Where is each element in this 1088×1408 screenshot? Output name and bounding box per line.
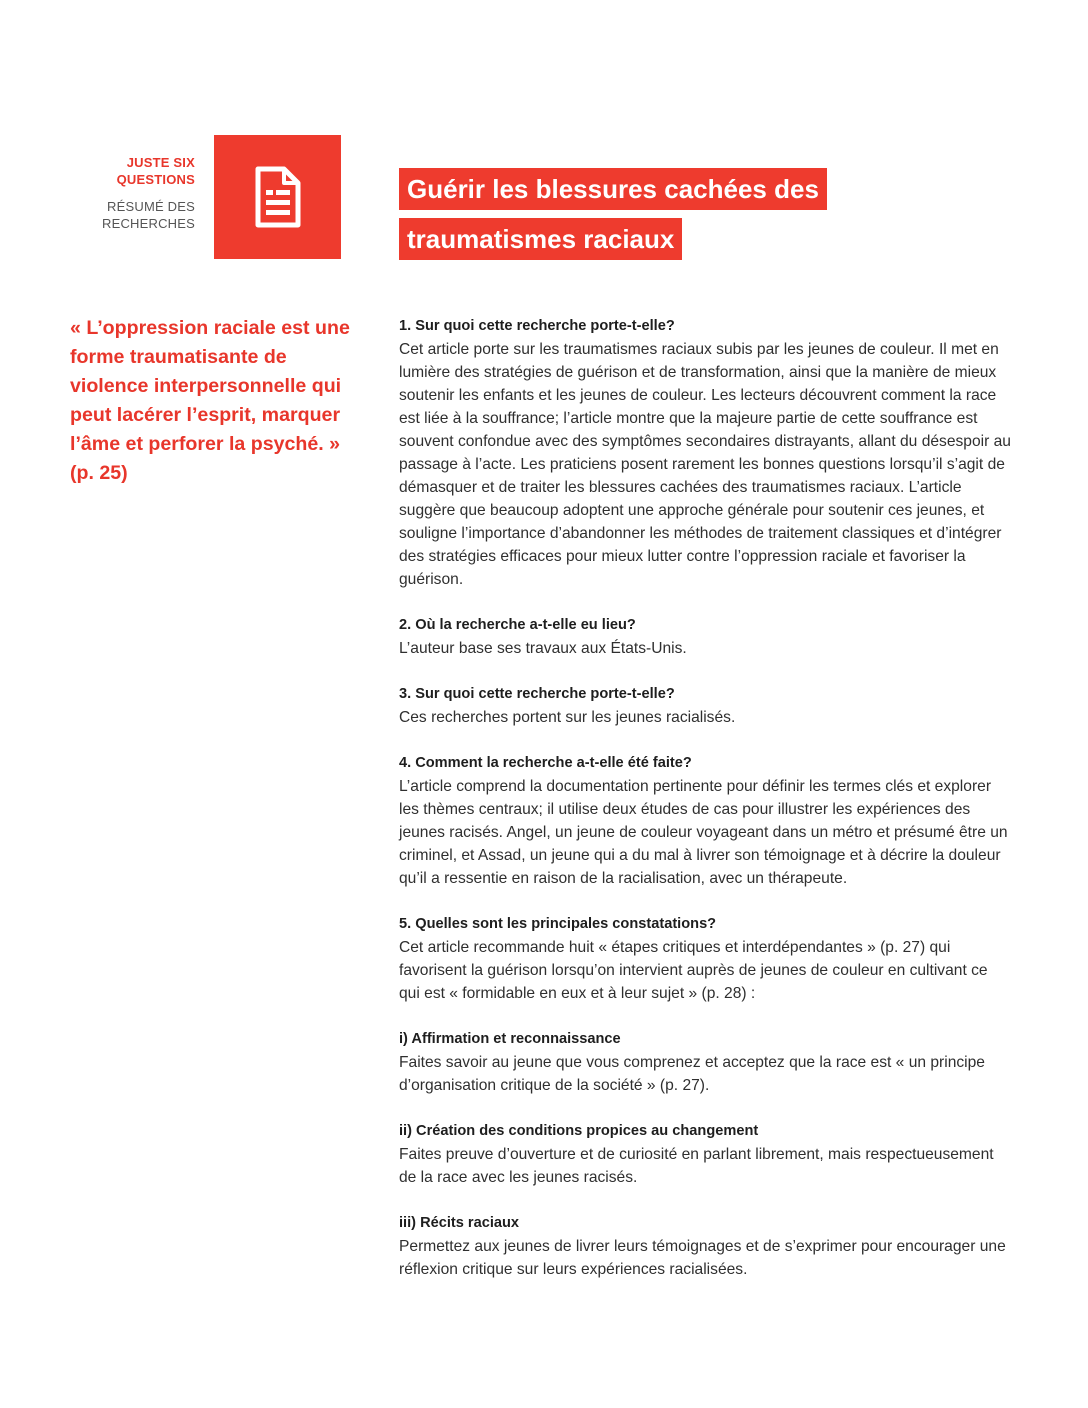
- document-icon: [254, 165, 302, 229]
- step-text: Faites preuve d’ouverture et de curiosité en parlant librement, mais respectueusement de la race avec les jeunes racisés.: [399, 1146, 994, 1186]
- step-heading: i) Affirmation et reconnaissance: [399, 1031, 621, 1047]
- section-text: Cet article porte sur les traumatismes raciaux subis par les jeunes de couleur. Il met en lumière des stratégies de guérison et de transformation, ainsi que la manière de mieux soutenir les enfants et les jeunes de couleur. Les lecteurs découvrent comment la race est liée à la souffrance; l’article montre que la majeure partie de cette souffrance est souvent confondue avec des symptômes secondaires distrayants, allant du désespoir au passage à l’acte. Les praticiens posent rarement les bonnes questions lorsqu’il s’agit de démasquer et de traiter les blessures cachées des traumatismes raciaux. L’article suggère que beaucoup adoptent une approche générale pour soutenir ces jeunes, et souligne l’importance d’abandonner les méthodes de traitement classiques et d’intégrer des stratégies efficaces pour mieux lutter contre l’oppression raciale et favoriser la guérison.: [399, 341, 1011, 588]
- title-line-1: Guérir les blessures cachées des: [399, 168, 827, 210]
- section-heading: 4. Comment la recherche a-t-elle été faite?: [399, 755, 692, 771]
- step-conditions: [399, 1120, 1011, 1189]
- section-heading: 2. Où la recherche a-t-elle eu lieu?: [399, 617, 636, 633]
- section-text: Ces recherches portent sur les jeunes racialisés.: [399, 709, 736, 726]
- step-heading: iii) Récits raciaux: [399, 1215, 520, 1231]
- step-affirmation: [399, 1028, 1011, 1097]
- section-heading: 3. Sur quoi cette recherche porte-t-elle?: [399, 686, 675, 702]
- step-text: Permettez aux jeunes de livrer leurs témoignages et de s’exprimer pour encourager une réflexion critique sur leurs expériences racialisées.: [399, 1238, 1006, 1278]
- section-how: [399, 752, 1011, 890]
- page-title: [399, 168, 1039, 268]
- title-line-2: traumatismes raciaux: [399, 218, 682, 260]
- series-name-line-2: QUESTIONS: [116, 172, 195, 187]
- series-name-line-1: JUSTE SIX: [126, 155, 195, 170]
- step-text: Faites savoir au jeune que vous comprenez et acceptez que la race est « un principe d’organisation critique de la société » (p. 27).: [399, 1054, 985, 1094]
- document-type-line-2: RECHERCHES: [101, 216, 195, 231]
- section-findings: [399, 913, 1011, 1005]
- section-what: [399, 315, 1011, 591]
- step-heading: ii) Création des conditions propices au changement: [399, 1123, 759, 1139]
- section-heading: 5. Quelles sont les principales constatations?: [399, 916, 717, 932]
- pull-quote: « L’oppression raciale est une forme traumatisante de violence interpersonnelle qui peut lacérer l’esprit, marquer l’âme et perforer la psyché. » (p. 25): [70, 317, 350, 484]
- section-text: Cet article recommande huit « étapes critiques et interdépendantes » (p. 27) qui favorisent la guérison lorsqu’on intervient auprès de jeunes de couleur en cultivant ce qui est « formidable en eux et à leur sujet » (p. 28) :: [399, 939, 988, 1002]
- document-type-line-1: RÉSUMÉ DES: [107, 199, 195, 214]
- section-text: L’auteur base ses travaux aux États-Unis.: [399, 640, 687, 657]
- series-brand: [102, 154, 195, 232]
- section-heading: 1. Sur quoi cette recherche porte-t-elle?: [399, 318, 675, 334]
- document-icon-tile: [214, 135, 341, 259]
- step-narratives: [399, 1212, 1011, 1281]
- article-body: [399, 315, 1011, 1304]
- section-who: [399, 683, 1011, 729]
- section-text: L’article comprend la documentation pertinente pour définir les termes clés et explorer les thèmes centraux; il utilise deux études de cas pour illustrer les expériences des jeunes racisés. Angel, un jeune de couleur voyageant dans un métro et présumé être un criminel, et Assad, un jeune qui a du mal à livrer son témoignage et à décrire la douleur qu’il a ressentie en raison de la racialisation, avec un thérapeute.: [399, 778, 1008, 887]
- section-where: [399, 614, 1011, 660]
